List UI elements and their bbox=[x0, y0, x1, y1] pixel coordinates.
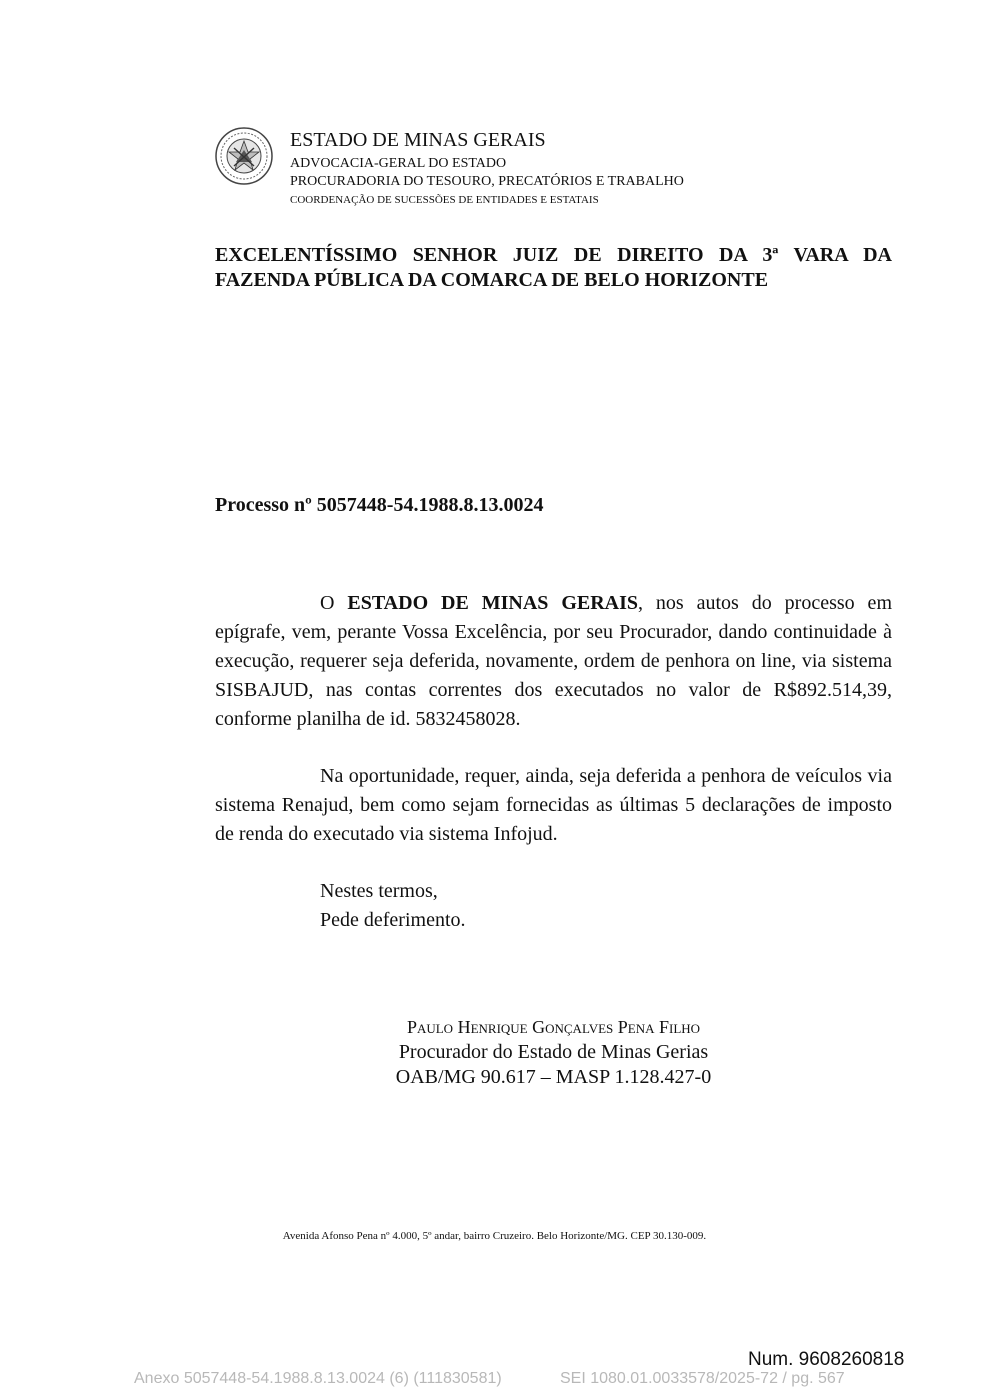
footer-address: Avenida Afonso Pena nº 4.000, 5º andar, bairro Cruzeiro. Belo Horizonte/MG. CEP 30.130-009. bbox=[282, 1230, 707, 1242]
paragraph-1-text: , nos autos do processo em epígrafe, vem, perante Vossa Excelência, por seu Procurador, dando continuidade à execução, requerer seja deferida, novamente, ordem de penhora on line, via sistema SISBAJUD, nas contas correntes dos executados no valor de R$892.514,39, conforme planilha de id. 5832458028. bbox=[215, 592, 892, 730]
paragraph-1-lead: O bbox=[320, 592, 348, 614]
annex-watermark: Anexo 5057448-54.1988.8.13.0024 (6) (111830581) bbox=[134, 1370, 502, 1387]
closing-line-2: Pede deferimento. bbox=[320, 909, 466, 931]
header-agency: ADVOCACIA-GERAL DO ESTADO bbox=[290, 156, 507, 171]
body-paragraph-1 bbox=[215, 589, 892, 734]
closing-block bbox=[320, 877, 466, 935]
process-number: Processo nº 5057448-54.1988.8.13.0024 bbox=[215, 494, 544, 516]
header-state-name: ESTADO DE MINAS GERAIS bbox=[290, 129, 546, 151]
header-unit: COORDENAÇÃO DE SUCESSÕES DE ENTIDADES E ESTATAIS bbox=[290, 194, 599, 206]
coat-of-arms-seal-icon bbox=[214, 126, 274, 186]
sei-watermark: SEI 1080.01.0033578/2025-72 / pg. 567 bbox=[560, 1370, 845, 1387]
signatory-registration: OAB/MG 90.617 – MASP 1.128.427-0 bbox=[395, 1066, 712, 1088]
body-paragraph-2: Na oportunidade, requer, ainda, seja deferida a penhora de veículos via sistema Renajud, bem como sejam fornecidas as últimas 5 declarações de imposto de renda do executado via sistema Infojud. bbox=[215, 765, 892, 845]
signatory-title: Procurador do Estado de Minas Gerias bbox=[398, 1041, 709, 1063]
addressee-heading: EXCELENTÍSSIMO SENHOR JUIZ DE DIREITO DA 3ª VARA DA FAZENDA PÚBLICA DA COMARCA DE BELO HORIZONTE bbox=[215, 244, 892, 291]
signature-block bbox=[215, 1015, 892, 1090]
closing-line-1: Nestes termos, bbox=[320, 880, 438, 902]
document-number: Num. 9608260818 bbox=[748, 1349, 905, 1370]
header-office: PROCURADORIA DO TESOURO, PRECATÓRIOS E TRABALHO bbox=[290, 174, 684, 189]
paragraph-1-party: ESTADO DE MINAS GERAIS bbox=[347, 592, 639, 614]
signatory-name: Paulo Henrique Gonçalves Pena Filho bbox=[406, 1017, 701, 1037]
